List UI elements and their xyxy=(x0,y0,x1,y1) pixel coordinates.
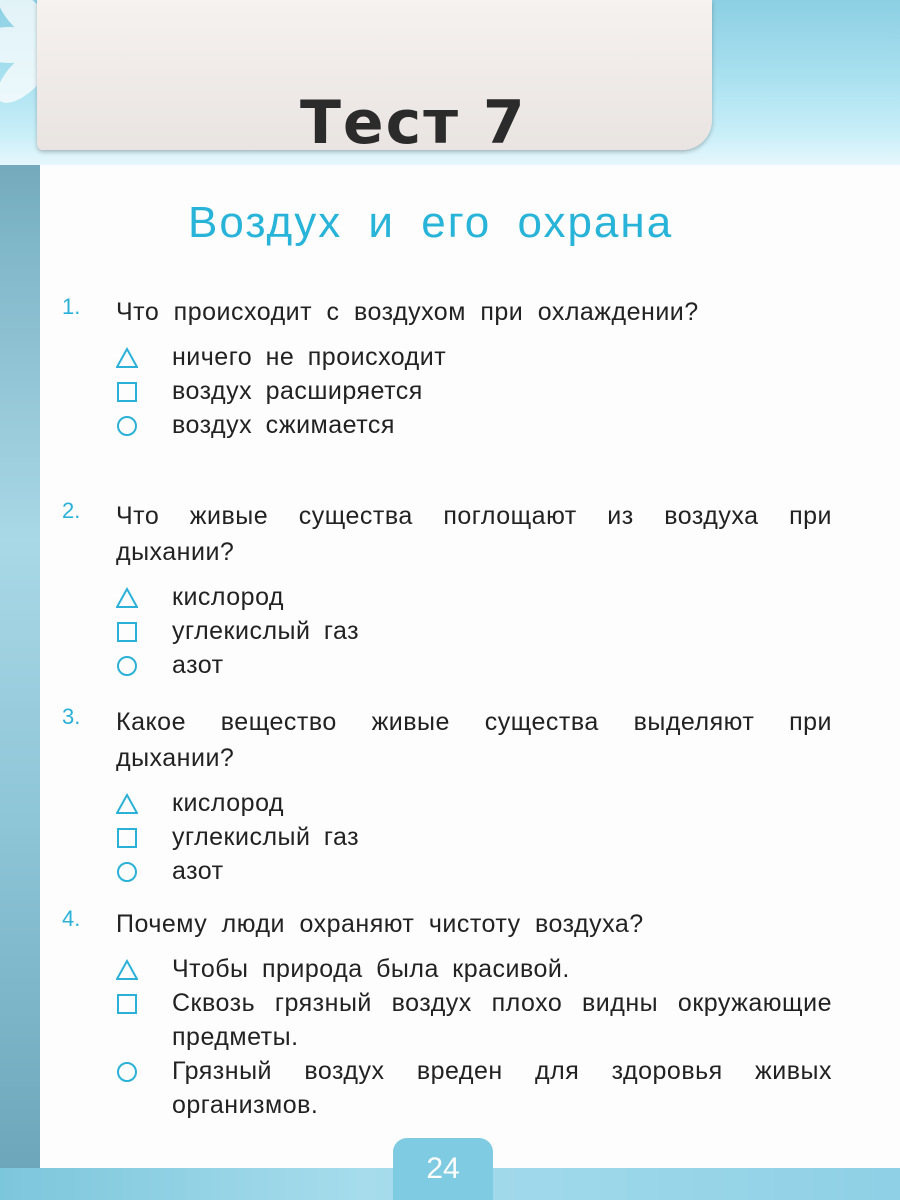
option-c[interactable] xyxy=(116,1054,832,1122)
triangle-icon[interactable] xyxy=(116,959,138,981)
question-text: Какое вещество живые существа выделяют при дыхании? xyxy=(116,708,832,772)
square-icon[interactable] xyxy=(116,621,138,643)
triangle-icon[interactable] xyxy=(116,587,138,609)
option-c[interactable] xyxy=(116,648,832,682)
option-c[interactable] xyxy=(116,854,832,888)
circle-icon[interactable] xyxy=(116,415,138,437)
question-3 xyxy=(62,704,832,888)
option-text: воздух сжимается xyxy=(172,411,395,439)
option-b[interactable] xyxy=(116,614,832,648)
option-c[interactable] xyxy=(116,408,832,442)
left-decorative-band xyxy=(0,0,40,1200)
triangle-icon[interactable] xyxy=(116,347,138,369)
option-text: Сквозь грязный воздух плохо видны окружающие предметы. xyxy=(172,989,832,1051)
question-number: 1. xyxy=(62,294,81,319)
option-b[interactable] xyxy=(116,986,832,1054)
circle-icon[interactable] xyxy=(116,655,138,677)
option-a[interactable] xyxy=(116,580,832,614)
circle-icon[interactable] xyxy=(116,1061,138,1083)
square-icon[interactable] xyxy=(116,993,138,1015)
option-b[interactable] xyxy=(116,374,832,408)
option-b[interactable] xyxy=(116,820,832,854)
page-title: Тест 7 xyxy=(300,88,527,158)
square-icon[interactable] xyxy=(116,381,138,403)
option-text: кислород xyxy=(172,789,285,817)
question-text: Что происходит с воздухом при охлаждении? xyxy=(116,298,699,326)
option-a[interactable] xyxy=(116,952,832,986)
option-text: воздух расширяется xyxy=(172,377,423,405)
question-4 xyxy=(62,906,832,1122)
question-2 xyxy=(62,498,832,682)
option-a[interactable] xyxy=(116,786,832,820)
question-number: 3. xyxy=(62,704,81,729)
question-text: Почему люди охраняют чистоту воздуха? xyxy=(116,910,644,938)
question-1 xyxy=(62,294,832,442)
triangle-icon[interactable] xyxy=(116,793,138,815)
option-text: кислород xyxy=(172,583,285,611)
circle-icon[interactable] xyxy=(116,861,138,883)
question-number: 4. xyxy=(62,906,81,931)
square-icon[interactable] xyxy=(116,827,138,849)
option-text: азот xyxy=(172,857,224,885)
option-text: Грязный воздух вреден для здоровья живых организмов. xyxy=(172,1057,832,1119)
option-text: Чтобы природа была красивой. xyxy=(172,955,570,983)
option-text: ничего не происходит xyxy=(172,343,447,371)
option-text: углекислый газ xyxy=(172,823,360,851)
option-text: углекислый газ xyxy=(172,617,360,645)
question-number: 2. xyxy=(62,498,81,523)
page-number: 24 xyxy=(393,1138,493,1200)
question-text: Что живые существа поглощают из воздуха при дыхании? xyxy=(116,502,832,566)
option-a[interactable] xyxy=(116,340,832,374)
page-subtitle: Воздух и его охрана xyxy=(188,198,674,247)
option-text: азот xyxy=(172,651,224,679)
